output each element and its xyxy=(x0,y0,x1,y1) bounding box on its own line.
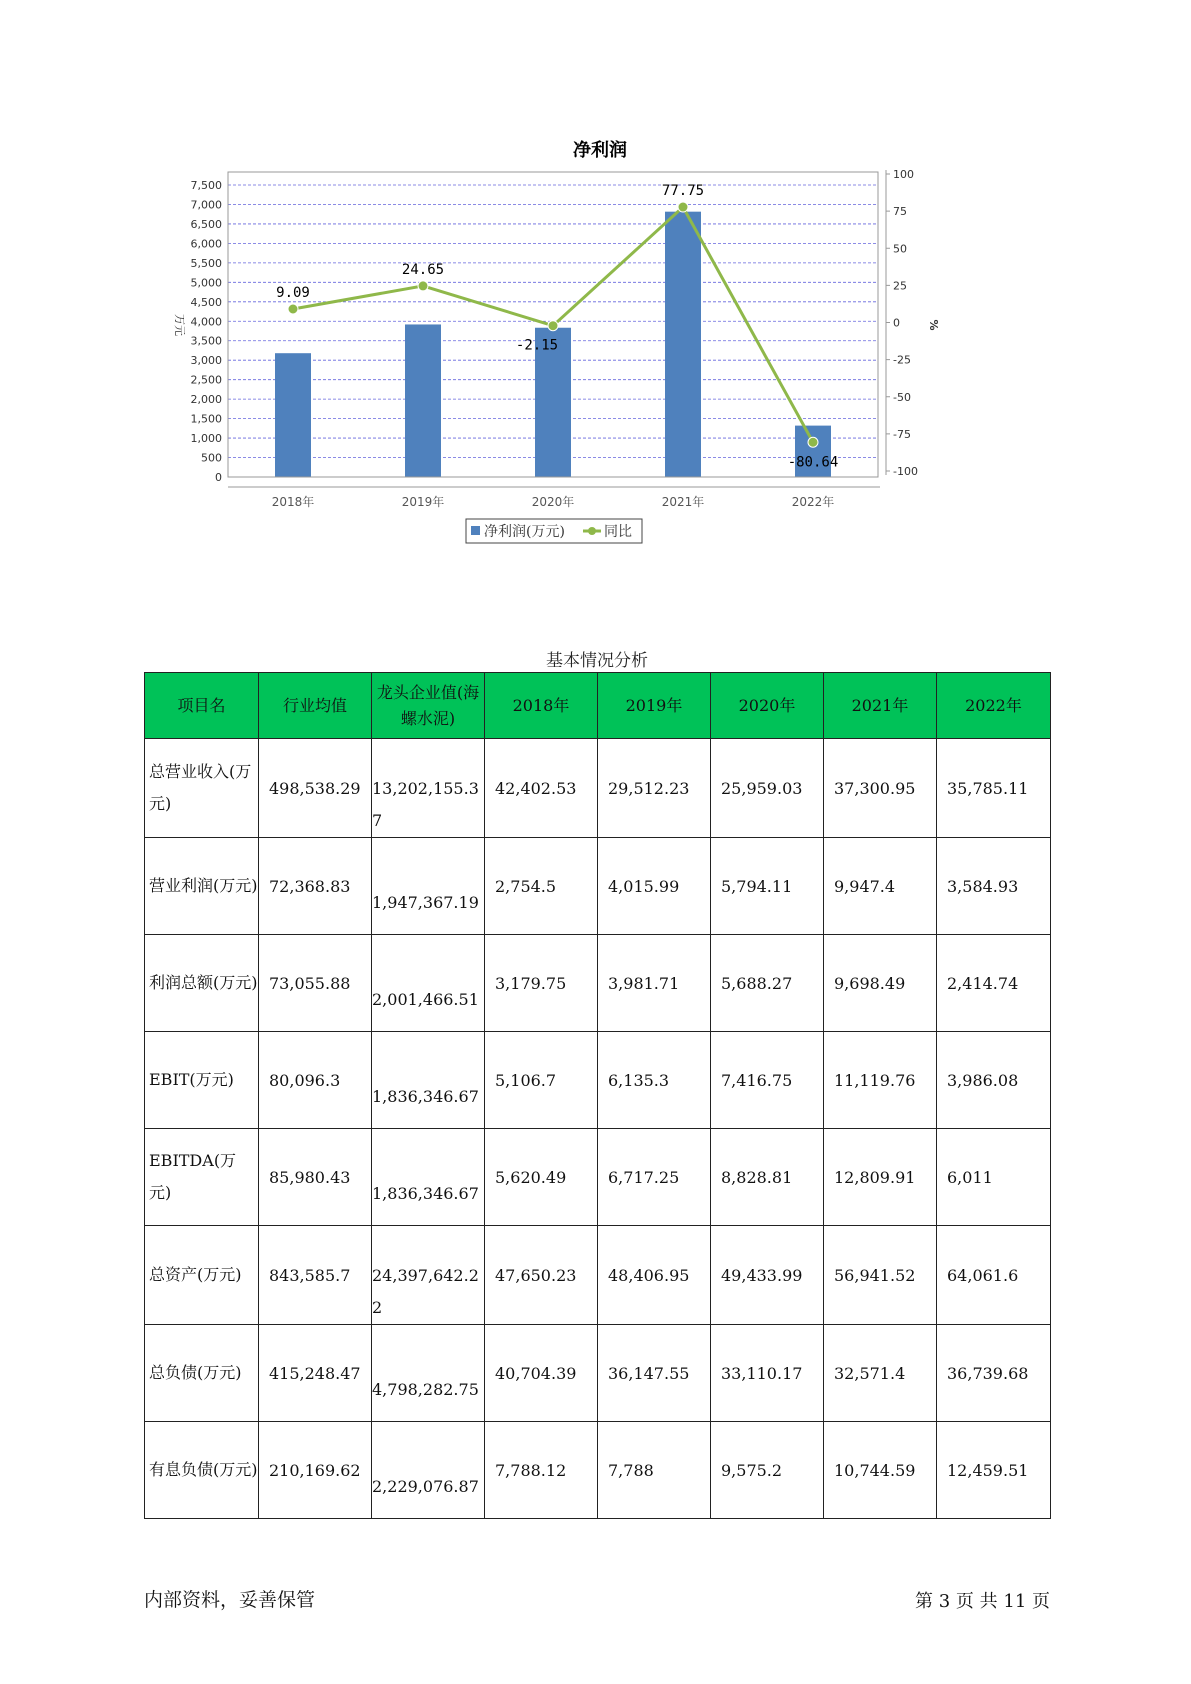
cell-avg: 498,538.29 xyxy=(259,739,372,838)
y2-tick-label: 100 xyxy=(893,168,914,181)
cell-avg: 843,585.7 xyxy=(259,1226,372,1325)
cell-y2021: 11,119.76 xyxy=(824,1032,937,1129)
table-row xyxy=(145,1325,1051,1422)
cell-y2018: 42,402.53 xyxy=(485,739,598,838)
x-tick-label: 2019年 xyxy=(401,495,445,509)
row-item-name: 有息负债(万元) xyxy=(145,1422,259,1519)
y-tick-label: 5,000 xyxy=(190,276,222,290)
y-tick-label: 2,000 xyxy=(190,393,222,407)
table-row xyxy=(145,1226,1051,1325)
cell-y2019: 29,512.23 xyxy=(598,739,711,838)
cell-leader-value xyxy=(372,1129,485,1226)
bar-net-profit xyxy=(665,212,701,477)
table-row xyxy=(145,1032,1051,1129)
yoy-point xyxy=(288,304,298,314)
cell-leader-value xyxy=(372,1325,485,1422)
yoy-point xyxy=(678,202,688,212)
x-tick-label: 2020年 xyxy=(531,495,575,509)
cell-y2019: 7,788 xyxy=(598,1422,711,1519)
header-2022: 2022年 xyxy=(937,673,1051,739)
y-tick-label: 1,500 xyxy=(190,412,222,426)
y-axis-title: 万元 xyxy=(173,314,186,336)
y-tick-label: 3,500 xyxy=(190,334,222,348)
yoy-data-label: 24.65 xyxy=(401,261,445,278)
cell-y2020: 5,794.11 xyxy=(711,838,824,935)
cell-y2022: 64,061.6 xyxy=(937,1226,1051,1325)
yoy-point xyxy=(808,437,818,447)
y-tick-label: 5,500 xyxy=(190,256,222,270)
table-row xyxy=(145,838,1051,935)
cell-y2021: 9,698.49 xyxy=(824,935,937,1032)
legend-bar-label: 净利润(万元) xyxy=(484,524,565,540)
table-row xyxy=(145,1129,1051,1226)
cell-leader-value xyxy=(372,739,485,838)
cell-y2018: 3,179.75 xyxy=(485,935,598,1032)
yoy-data-label: -2.15 xyxy=(515,337,559,354)
y2-tick-label: -75 xyxy=(893,427,911,441)
cell-y2018: 7,788.12 xyxy=(485,1422,598,1519)
cell-avg: 72,368.83 xyxy=(259,838,372,935)
cell-leader-value-text: 2,229,076.87 xyxy=(372,1477,479,1496)
footer-page-number: 第 3 页 共 11 页 xyxy=(915,1591,1050,1612)
analysis-table xyxy=(144,672,1051,1519)
cell-y2021: 10,744.59 xyxy=(824,1422,937,1519)
y2-axis-title: % xyxy=(927,319,940,331)
cell-y2020: 33,110.17 xyxy=(711,1325,824,1422)
cell-avg: 80,096.3 xyxy=(259,1032,372,1129)
y-tick-label: 6,000 xyxy=(190,237,222,251)
cell-y2020: 9,575.2 xyxy=(711,1422,824,1519)
table-row xyxy=(145,1422,1051,1519)
y-tick-label: 2,500 xyxy=(190,373,222,387)
cell-y2019: 4,015.99 xyxy=(598,838,711,935)
cell-leader-value-text: 4,798,282.75 xyxy=(372,1380,479,1399)
y-tick-label: 0 xyxy=(215,471,222,484)
x-tick-label: 2018年 xyxy=(271,495,315,509)
row-item-name: 利润总额(万元) xyxy=(145,935,259,1032)
y2-tick-label: -25 xyxy=(893,353,911,367)
y2-tick-label: 75 xyxy=(893,205,907,219)
cell-y2018: 2,754.5 xyxy=(485,838,598,935)
cell-y2018: 40,704.39 xyxy=(485,1325,598,1422)
cell-y2022: 12,459.51 xyxy=(937,1422,1051,1519)
cell-leader-value xyxy=(372,1422,485,1519)
row-item-name: 总营业收入(万元) xyxy=(145,739,259,838)
chart-svg xyxy=(170,135,1030,595)
y-tick-label: 7,500 xyxy=(190,179,222,192)
yoy-data-label: 9.09 xyxy=(276,285,310,302)
bar-net-profit xyxy=(405,324,441,477)
legend-line-label: 同比 xyxy=(604,524,632,540)
cell-y2022: 2,414.74 xyxy=(937,935,1051,1032)
row-item-name: 营业利润(万元) xyxy=(145,838,259,935)
cell-y2019: 6,135.3 xyxy=(598,1032,711,1129)
table-row xyxy=(145,739,1051,838)
y-tick-label: 4,500 xyxy=(190,295,222,309)
cell-y2018: 5,620.49 xyxy=(485,1129,598,1226)
header-2019: 2019年 xyxy=(598,673,711,739)
cell-leader-value-text: 1,836,346.67 xyxy=(372,1184,479,1203)
cell-leader-value-text: 1,947,367.19 xyxy=(372,893,479,912)
cell-y2019: 6,717.25 xyxy=(598,1129,711,1226)
legend-line-marker xyxy=(588,527,596,535)
header-leader-value: 龙头企业值(海螺水泥) xyxy=(372,673,485,739)
table-header-row xyxy=(145,673,1051,739)
cell-y2018: 5,106.7 xyxy=(485,1032,598,1129)
y-tick-label: 6,500 xyxy=(190,217,222,231)
cell-y2022: 3,584.93 xyxy=(937,838,1051,935)
cell-leader-value xyxy=(372,838,485,935)
chart-title: 净利润 xyxy=(573,140,627,161)
y2-tick-label: 0 xyxy=(893,316,900,330)
cell-y2020: 7,416.75 xyxy=(711,1032,824,1129)
cell-y2019: 36,147.55 xyxy=(598,1325,711,1422)
cell-leader-value-text: 1,836,346.67 xyxy=(372,1087,479,1106)
row-item-name: EBIT(万元) xyxy=(145,1032,259,1129)
legend-bar-swatch xyxy=(471,526,480,535)
cell-y2021: 9,947.4 xyxy=(824,838,937,935)
cell-avg: 85,980.43 xyxy=(259,1129,372,1226)
cell-y2022: 35,785.11 xyxy=(937,739,1051,838)
cell-avg: 415,248.47 xyxy=(259,1325,372,1422)
cell-y2020: 8,828.81 xyxy=(711,1129,824,1226)
cell-y2021: 37,300.95 xyxy=(824,739,937,838)
cell-leader-value-text: 13,202,155.37 xyxy=(372,779,479,830)
cell-leader-value-text: 2,001,466.51 xyxy=(372,990,479,1009)
yoy-data-label: -80.64 xyxy=(787,454,839,471)
cell-y2020: 5,688.27 xyxy=(711,935,824,1032)
row-item-name: 总资产(万元) xyxy=(145,1226,259,1325)
cell-y2018: 47,650.23 xyxy=(485,1226,598,1325)
cell-y2021: 56,941.52 xyxy=(824,1226,937,1325)
y-tick-label: 7,000 xyxy=(190,198,222,212)
cell-leader-value xyxy=(372,935,485,1032)
x-tick-label: 2022年 xyxy=(791,495,835,509)
cell-leader-value-text: 24,397,642.22 xyxy=(372,1266,479,1317)
y-tick-label: 1,000 xyxy=(190,432,222,446)
header-industry-avg: 行业均值 xyxy=(259,673,372,739)
cell-y2021: 12,809.91 xyxy=(824,1129,937,1226)
bar-net-profit xyxy=(275,353,311,477)
x-tick-label: 2021年 xyxy=(661,495,705,509)
net-profit-chart xyxy=(170,135,1030,595)
yoy-data-label: 77.75 xyxy=(661,183,705,200)
cell-y2022: 6,011 xyxy=(937,1129,1051,1226)
cell-y2019: 48,406.95 xyxy=(598,1226,711,1325)
header-2018: 2018年 xyxy=(485,673,598,739)
y2-tick-label: 50 xyxy=(893,242,907,256)
footer-confidential-note: 内部资料，妥善保管 xyxy=(144,1589,316,1611)
yoy-point xyxy=(418,281,428,291)
cell-y2022: 3,986.08 xyxy=(937,1032,1051,1129)
header-item-name: 项目名 xyxy=(145,673,259,739)
y-tick-label: 3,000 xyxy=(190,354,222,368)
row-item-name: EBITDA(万元) xyxy=(145,1129,259,1226)
row-item-name: 总负债(万元) xyxy=(145,1325,259,1422)
cell-y2022: 36,739.68 xyxy=(937,1325,1051,1422)
yoy-point xyxy=(548,321,558,331)
cell-avg: 73,055.88 xyxy=(259,935,372,1032)
y2-tick-label: -50 xyxy=(893,390,911,404)
y-tick-label: 4,000 xyxy=(190,315,222,329)
cell-leader-value xyxy=(372,1226,485,1325)
chart-legend xyxy=(466,519,642,543)
cell-y2020: 25,959.03 xyxy=(711,739,824,838)
y2-tick-label: -100 xyxy=(893,465,918,478)
table-caption: 基本情况分析 xyxy=(546,651,648,671)
header-2020: 2020年 xyxy=(711,673,824,739)
cell-y2019: 3,981.71 xyxy=(598,935,711,1032)
y-tick-label: 500 xyxy=(201,451,222,465)
cell-leader-value xyxy=(372,1032,485,1129)
cell-avg: 210,169.62 xyxy=(259,1422,372,1519)
table-row xyxy=(145,935,1051,1032)
header-2021: 2021年 xyxy=(824,673,937,739)
cell-y2020: 49,433.99 xyxy=(711,1226,824,1325)
analysis-table-box xyxy=(144,672,1050,1519)
y2-tick-label: 25 xyxy=(893,279,907,293)
cell-y2021: 32,571.4 xyxy=(824,1325,937,1422)
